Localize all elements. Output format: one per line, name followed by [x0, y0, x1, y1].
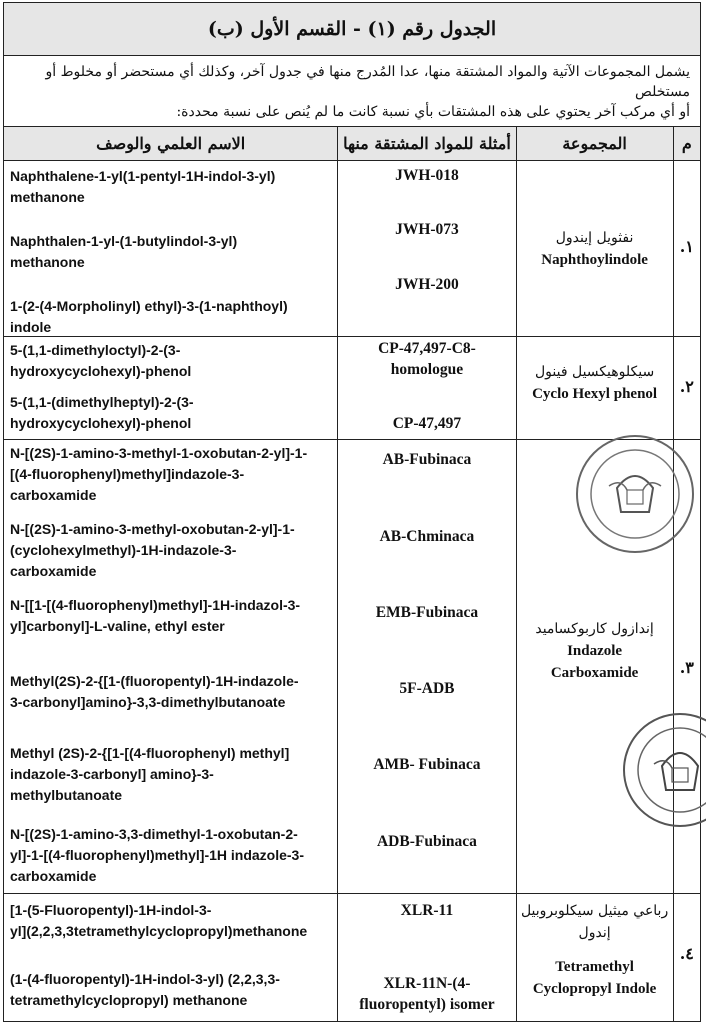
group-cell [516, 337, 673, 440]
chemical-name: tetramethylcyclopropyl) methanone [10, 992, 248, 1008]
chemical-name: methanone [10, 254, 85, 270]
row-number: ٣. [679, 658, 694, 677]
table-row [4, 161, 701, 337]
chemical-name: [(4-fluorophenyl)methyl]indazole-3- [10, 466, 245, 482]
group-name-en: Tetramethyl [555, 959, 634, 975]
chemical-name: yl]-1-[(4-fluorophenyl)methyl]-1H indazole-3- [10, 847, 305, 863]
names-cell [4, 337, 338, 440]
row-number: ٢. [679, 377, 694, 396]
chemical-name: 3-carbonyl]amino}-3,3-dimethylbutanoate [10, 694, 286, 710]
intro-line-2: أو أي مركب آخر يحتوي على هذه المشتقات بأي نسبة كانت ما لم يُنص على نسبة محددة: [176, 104, 690, 120]
chemical-name: (1-(4-fluoropentyl)-1H-indol-3-yl) (2,2,3,3- [10, 971, 280, 987]
names-cell [4, 894, 338, 1022]
example-substance: fluoropentyl) isomer [359, 996, 495, 1013]
example-substance: 5F-ADB [399, 680, 455, 697]
chemical-name: Methyl(2S)-2-{[1-(fluoropentyl)-1H-indazole- [10, 673, 299, 689]
row-number: ١. [679, 237, 694, 256]
example-substance: JWH-200 [395, 276, 459, 293]
chemical-name: 5-(1,1-dimethyloctyl)-2-(3- [10, 342, 181, 358]
chemical-name: carboxamide [10, 868, 97, 884]
group-name-ar: رباعي ميثيل سيكلوبروبيل [520, 903, 669, 919]
chemical-name: indole [10, 319, 52, 335]
header-row [4, 127, 701, 161]
ministry-seal-stamp [565, 428, 705, 563]
chemical-name: methanone [10, 189, 85, 205]
chemical-name: (cyclohexylmethyl)-1H-indazole-3- [10, 542, 237, 558]
chemical-name: N-[[1-[(4-fluorophenyl)methyl]-1H-indazol-3- [10, 597, 301, 613]
example-substance: JWH-018 [395, 167, 459, 184]
chemical-name: carboxamide [10, 487, 97, 503]
examples-cell [338, 440, 516, 894]
table-row [4, 337, 701, 440]
group-name-en: Indazole [567, 643, 623, 659]
example-substance: CP-47,497 [392, 415, 462, 432]
number-cell [673, 337, 700, 440]
intro-line-1: يشمل المجموعات الآتية والمواد المشتقة منها، عدا المُدرج منها في جدول آخر، وكذلك أي مستحضر أو مخلوط أو مستخلص [45, 64, 690, 100]
example-substance: JWH-073 [395, 221, 459, 238]
group-name-en: Naphthoylindole [541, 252, 648, 268]
example-substance: EMB-Fubinaca [375, 604, 479, 621]
number-cell [673, 894, 700, 1022]
example-substance: AB-Fubinaca [382, 451, 472, 468]
group-name-en: Cyclopropyl Indole [532, 981, 657, 997]
chemical-name: yl]carbonyl]-L-valine, ethyl ester [10, 618, 225, 634]
group-name-en: Carboxamide [550, 665, 639, 681]
chemical-name: N-[(2S)-1-amino-3-methyl-oxobutan-2-yl]-1- [10, 521, 295, 537]
chemical-name: N-[(2S)-1-amino-3,3-dimethyl-1-oxobutan-2- [10, 826, 298, 842]
row-number: ٤. [679, 944, 694, 963]
header-number: م [673, 127, 700, 161]
chemical-name: yl](2,2,3,3tetramethylcyclopropyl)methanone [10, 923, 308, 939]
group-cell [516, 161, 673, 337]
chemical-name: indazole-3-carbonyl] amino}-3- [10, 766, 214, 782]
examples-cell [338, 894, 516, 1022]
chemical-name: Naphthalene-1-yl(1-pentyl-1H-indol-3-yl) [10, 168, 276, 184]
names-cell [4, 161, 338, 337]
table-intro [4, 56, 701, 127]
chemical-name: 5-(1,1-(dimethylheptyl)-2-(3- [10, 394, 194, 410]
chemical-name: Naphthalen-1-yl-(1-butylindol-3-yl) [10, 233, 238, 249]
names-cell [4, 440, 338, 894]
group-name-ar: إندازول كاربوكساميد [535, 621, 654, 637]
header-name: الاسم العلمي والوصف [4, 127, 338, 161]
chemical-name: methylbutanoate [10, 787, 123, 803]
group-name-ar: سيكلوهيكسيل فينول [534, 364, 655, 380]
chemical-name: Methyl (2S)-2-{[1-[(4-fluorophenyl) methyl] [10, 745, 290, 761]
example-substance: ADB-Fubinaca [376, 833, 477, 850]
chemical-name: hydroxycyclohexyl)-phenol [10, 415, 192, 431]
example-substance: CP-47,497-C8- [378, 340, 476, 357]
table-row [4, 894, 701, 1022]
group-cell [516, 894, 673, 1022]
authority-seal-stamp [618, 710, 706, 830]
header-examples: أمثلة للمواد المشتقة منها [338, 127, 516, 161]
number-cell [673, 161, 700, 337]
chemical-name: 1-(2-(4-Morpholinyl) ethyl)-3-(1-naphthoyl) [10, 298, 288, 314]
example-substance: AMB- Fubinaca [373, 756, 481, 773]
example-substance: homologue [390, 361, 464, 378]
examples-cell [338, 337, 516, 440]
examples-cell [338, 161, 516, 337]
group-name-ar: إندول [578, 925, 611, 941]
example-substance: XLR-11 [400, 902, 454, 919]
chemical-name: N-[(2S)-1-amino-3-methyl-1-oxobutan-2-yl]-1- [10, 445, 308, 461]
chemical-name: carboxamide [10, 563, 97, 579]
header-group: المجموعة [516, 127, 673, 161]
chemical-name: [1-(5-Fluoropentyl)-1H-indol-3- [10, 902, 212, 918]
group-name-ar: نفثويل إيندول [555, 230, 634, 246]
table-title: الجدول رقم (١) - القسم الأول (ب) [4, 3, 701, 56]
chemical-name: hydroxycyclohexyl)-phenol [10, 363, 192, 379]
group-name-en: Cyclo Hexyl phenol [532, 386, 658, 402]
example-substance: AB-Chminaca [379, 528, 475, 545]
example-substance: XLR-11N-(4- [383, 975, 471, 992]
